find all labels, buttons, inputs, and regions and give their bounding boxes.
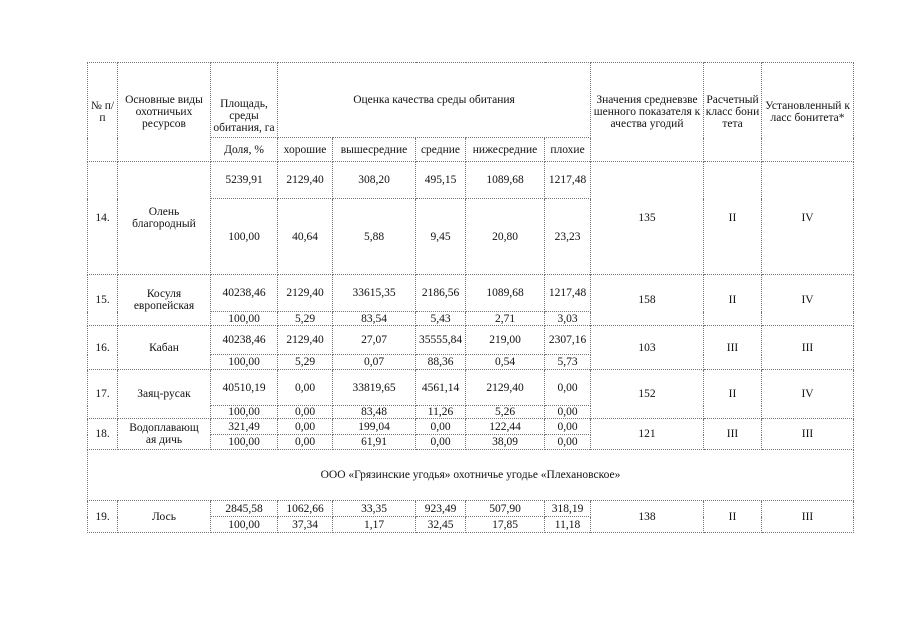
calc-class-value: III bbox=[704, 419, 762, 450]
weighted-value: 135 bbox=[591, 162, 704, 275]
poor-value: 0,00 bbox=[545, 370, 591, 406]
below-avg-share: 5,26 bbox=[466, 406, 545, 419]
below-avg-share: 0,54 bbox=[466, 355, 545, 370]
below-avg-share: 38,09 bbox=[466, 435, 545, 450]
average-share: 0,00 bbox=[416, 435, 466, 450]
good-value: 2129,40 bbox=[278, 162, 333, 199]
poor-share: 0,00 bbox=[545, 435, 591, 450]
above-avg-value: 199,04 bbox=[333, 419, 416, 435]
below-avg-share: 20,80 bbox=[466, 199, 545, 275]
species-name bbox=[118, 370, 211, 419]
species-name-line: Кабан bbox=[149, 341, 179, 354]
area-value: 40238,46 bbox=[211, 326, 278, 355]
area-value: 40510,19 bbox=[211, 370, 278, 406]
average-share: 9,45 bbox=[416, 199, 466, 275]
weighted-value: 152 bbox=[591, 370, 704, 419]
above-avg-share: 61,91 bbox=[333, 435, 416, 450]
above-avg-share: 0,07 bbox=[333, 355, 416, 370]
table-row bbox=[88, 450, 854, 501]
above-avg-value: 308,20 bbox=[333, 162, 416, 199]
above-avg-value: 33615,35 bbox=[333, 275, 416, 312]
species-name bbox=[118, 162, 211, 275]
poor-value: 2307,16 bbox=[545, 326, 591, 355]
below-avg-value: 507,90 bbox=[466, 501, 545, 517]
average-share: 32,45 bbox=[416, 517, 466, 533]
poor-share: 3,03 bbox=[545, 312, 591, 326]
poor-share: 0,00 bbox=[545, 406, 591, 419]
weighted-value: 138 bbox=[591, 501, 704, 533]
weighted-value: 158 bbox=[591, 275, 704, 326]
good-value: 0,00 bbox=[278, 419, 333, 435]
header-num: № п/п bbox=[88, 63, 118, 162]
species-name bbox=[118, 326, 211, 370]
calc-class-value: II bbox=[704, 501, 762, 533]
header-average: средние bbox=[416, 138, 466, 162]
above-avg-share: 5,88 bbox=[333, 199, 416, 275]
area-share: 100,00 bbox=[211, 435, 278, 450]
average-value: 2186,56 bbox=[416, 275, 466, 312]
header-share: Доля, % bbox=[211, 138, 278, 162]
table-row bbox=[88, 275, 854, 312]
average-value: 4561,14 bbox=[416, 370, 466, 406]
below-avg-share: 17,85 bbox=[466, 517, 545, 533]
row-number: 16. bbox=[88, 326, 118, 370]
header-weighted: Значения средневзвешенного показателя качества угодий bbox=[591, 63, 704, 162]
area-value: 2845,58 bbox=[211, 501, 278, 517]
average-value: 923,49 bbox=[416, 501, 466, 517]
average-value: 495,15 bbox=[416, 162, 466, 199]
below-avg-value: 1089,68 bbox=[466, 275, 545, 312]
set-class-value: IV bbox=[762, 370, 854, 419]
species-name-line: Косуля bbox=[146, 288, 182, 300]
below-avg-share: 2,71 bbox=[466, 312, 545, 326]
set-class-value: III bbox=[762, 326, 854, 370]
calc-class-value: II bbox=[704, 162, 762, 275]
header-species: Основные виды охотничьих ресурсов bbox=[118, 63, 211, 162]
average-value: 0,00 bbox=[416, 419, 466, 435]
weighted-value: 103 bbox=[591, 326, 704, 370]
header-good: хорошие bbox=[278, 138, 333, 162]
poor-share: 5,73 bbox=[545, 355, 591, 370]
poor-share: 23,23 bbox=[545, 199, 591, 275]
set-class-value: III bbox=[762, 419, 854, 450]
species-name-line: ая дичь bbox=[145, 434, 183, 446]
above-avg-value: 33819,65 bbox=[333, 370, 416, 406]
weighted-value: 121 bbox=[591, 419, 704, 450]
species-name bbox=[118, 501, 211, 533]
below-avg-value: 219,00 bbox=[466, 326, 545, 355]
row-number: 18. bbox=[88, 419, 118, 450]
set-class-value: IV bbox=[762, 275, 854, 326]
table-row bbox=[88, 501, 854, 517]
good-share: 37,34 bbox=[278, 517, 333, 533]
average-share: 88,36 bbox=[416, 355, 466, 370]
poor-value: 1217,48 bbox=[545, 275, 591, 312]
calc-class-value: II bbox=[704, 275, 762, 326]
below-avg-value: 122,44 bbox=[466, 419, 545, 435]
good-value: 1062,66 bbox=[278, 501, 333, 517]
header-area: Площадь, среды обитания, га bbox=[211, 63, 278, 138]
area-share: 100,00 bbox=[211, 406, 278, 419]
above-avg-value: 33,35 bbox=[333, 501, 416, 517]
table-row bbox=[88, 162, 854, 199]
row-number: 19. bbox=[88, 501, 118, 533]
poor-value: 0,00 bbox=[545, 419, 591, 435]
below-avg-value: 1089,68 bbox=[466, 162, 545, 199]
species-name bbox=[118, 275, 211, 326]
species-name-line: благородный bbox=[132, 218, 196, 230]
species-name bbox=[118, 419, 211, 450]
header-quality: Оценка качества среды обитания bbox=[278, 63, 591, 138]
area-share: 100,00 bbox=[211, 517, 278, 533]
poor-share: 11,18 bbox=[545, 517, 591, 533]
area-share: 100,00 bbox=[211, 355, 278, 370]
average-share: 11,26 bbox=[416, 406, 466, 419]
above-avg-share: 83,54 bbox=[333, 312, 416, 326]
species-name-line: Лось bbox=[152, 510, 176, 523]
species-name-line: Заяц-русак bbox=[137, 388, 191, 400]
good-share: 5,29 bbox=[278, 312, 333, 326]
habitat-quality-table bbox=[87, 62, 854, 533]
good-share: 40,64 bbox=[278, 199, 333, 275]
area-value: 5239,91 bbox=[211, 162, 278, 199]
header-poor: плохие bbox=[545, 138, 591, 162]
area-value: 321,49 bbox=[211, 419, 278, 435]
calc-class-value: II bbox=[704, 370, 762, 419]
header-below-avg: нижесредние bbox=[466, 138, 545, 162]
calc-class-value: III bbox=[704, 326, 762, 370]
poor-value: 1217,48 bbox=[545, 162, 591, 199]
below-avg-value: 2129,40 bbox=[466, 370, 545, 406]
good-share: 0,00 bbox=[278, 406, 333, 419]
table-row bbox=[88, 419, 854, 435]
table-row bbox=[88, 370, 854, 406]
average-share: 5,43 bbox=[416, 312, 466, 326]
above-avg-share: 1,17 bbox=[333, 517, 416, 533]
good-value: 2129,40 bbox=[278, 275, 333, 312]
organization-title: ООО «Грязинские угодья» охотничье угодье «Плехановское» bbox=[88, 450, 854, 501]
above-avg-value: 27,07 bbox=[333, 326, 416, 355]
good-value: 2129,40 bbox=[278, 326, 333, 355]
header-set-class: Установленный класс бонитета* bbox=[762, 63, 854, 162]
table-row bbox=[88, 326, 854, 355]
species-name-line: европейская bbox=[133, 300, 195, 312]
species-name-line: Олень bbox=[148, 206, 180, 218]
good-value: 0,00 bbox=[278, 370, 333, 406]
row-number: 17. bbox=[88, 370, 118, 419]
header-calc-class: Расчетный класс бонитета bbox=[704, 63, 762, 162]
row-number: 15. bbox=[88, 275, 118, 326]
above-avg-share: 83,48 bbox=[333, 406, 416, 419]
header-above-avg: вышесредние bbox=[333, 138, 416, 162]
species-name-line: Водоплавающ bbox=[129, 422, 199, 434]
good-share: 0,00 bbox=[278, 435, 333, 450]
area-value: 40238,46 bbox=[211, 275, 278, 312]
row-number: 14. bbox=[88, 162, 118, 275]
area-share: 100,00 bbox=[211, 312, 278, 326]
set-class-value: IV bbox=[762, 162, 854, 275]
poor-value: 318,19 bbox=[545, 501, 591, 517]
set-class-value: III bbox=[762, 501, 854, 533]
area-share: 100,00 bbox=[211, 199, 278, 275]
average-value: 35555,84 bbox=[416, 326, 466, 355]
good-share: 5,29 bbox=[278, 355, 333, 370]
